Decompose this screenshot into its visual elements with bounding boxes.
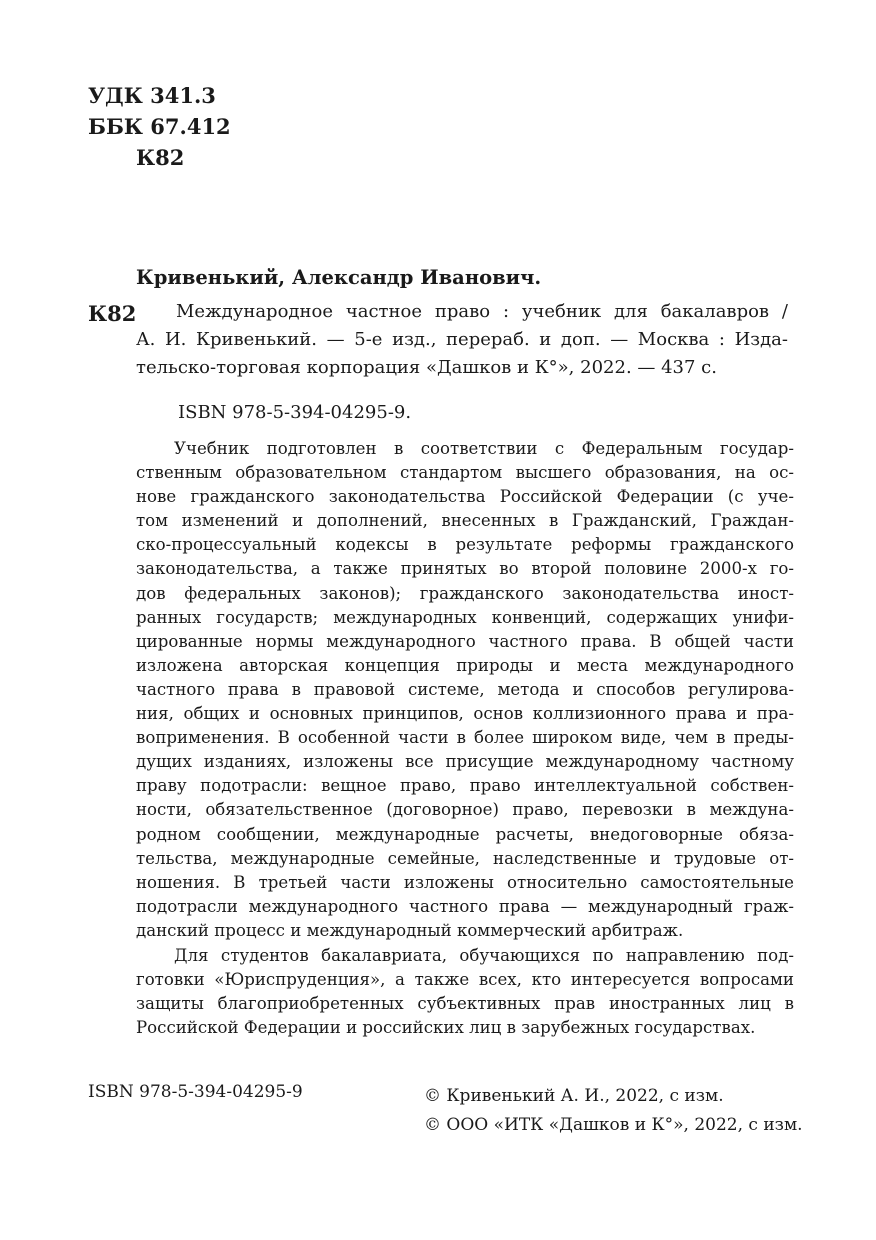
abstract-line: подотрасли международного частного права — международный граж- [136, 896, 794, 916]
abstract-line: дущих изданиях, изложены все присущие международному частному [136, 752, 794, 772]
abstract-line: праву подотрасли: вещное право, право интеллектуальной собствен- [136, 776, 794, 796]
copyright-author: © Кривенький А. И., 2022, с изм. [424, 1086, 724, 1106]
copyright-publisher: © ООО «ИТК «Дашков и К°», 2022, с изм. [424, 1115, 803, 1135]
abstract-line: ношения. В третьей части изложены относительно самостоятельные [136, 872, 794, 892]
abstract-line: Для студентов бакалавриата, обучающихся по направлению под- [174, 945, 794, 965]
udk-code: УДК 341.3 [88, 83, 216, 108]
biblio-line: тельско-торговая корпорация «Дашков и К°», 2022. — 437 с. [136, 357, 717, 378]
classification-codes [88, 80, 231, 173]
abstract-line: ности, обязательственное (договорное) право, перевозки в междуна- [136, 800, 794, 820]
abstract-line: ственным образовательном стандартом высшего образования, на ос- [136, 463, 794, 483]
abstract-line: родном сообщении, международные расчеты, внедоговорные обяза- [136, 824, 794, 844]
abstract-line: данский процесс и международный коммерческий арбитраж. [136, 920, 684, 940]
abstract-line: Учебник подготовлен в соответствии с Федеральным государ- [174, 439, 794, 458]
bibliographic-description [136, 298, 788, 382]
abstract-line: воприменения. В особенной части в более широком виде, чем в преды- [136, 728, 794, 748]
abstract-line: изложена авторская концепция природы и места международного [136, 655, 794, 675]
abstract-line: ско-процессуальный кодексы в результате реформы гражданского [136, 535, 794, 555]
abstract-line: ния, общих и основных принципов, основ коллизионного права и пра- [136, 704, 794, 724]
author-heading: Кривенький, Александр Иванович. [136, 266, 542, 289]
abstract-line: Российской Федерации и российских лиц в зарубежных государствах. [136, 1018, 756, 1038]
abstract-line: законодательства, а также принятых во второй половине 2000-х го- [136, 559, 794, 579]
biblio-line: А. И. Кривенький. — 5-е изд., перераб. и доп. — Москва : Изда- [136, 329, 788, 350]
bbk-code: ББК 67.412 [88, 114, 231, 139]
abstract-line: дов федеральных законов); гражданского законодательства иност- [136, 583, 794, 603]
author-symbol: К82 [88, 301, 137, 326]
author-mark: К82 [136, 145, 185, 170]
footer-isbn: ISBN 978-5-394-04295-9 [88, 1082, 303, 1102]
abstract-line: нове гражданского законодательства Российской Федерации (с учe- [136, 487, 794, 507]
abstract-line: тельства, международные семейные, наследственные и трудовые от- [136, 848, 794, 868]
biblio-line: Международное частное право : учебник для бакалавров / [176, 301, 788, 322]
abstract-line: цированные нормы международного частного права. В общей части [136, 631, 794, 651]
abstract-line: готовки «Юриспруденция», а также всех, кто интересуется вопросами [136, 970, 794, 990]
abstract [136, 437, 794, 1040]
abstract-line: ранных государств; международных конвенций, содержащих унифи- [136, 607, 794, 627]
abstract-line: защиты благоприобретенных субъективных прав иностранных лиц в [136, 994, 794, 1014]
isbn-line: ISBN 978-5-394-04295-9. [178, 402, 412, 423]
copyright-block [424, 1082, 803, 1140]
abstract-line: частного права в правовой системе, метода и способов регулирова- [136, 679, 794, 699]
abstract-line: том изменений и дополнений, внесенных в Гражданский, Граждан- [136, 511, 794, 531]
